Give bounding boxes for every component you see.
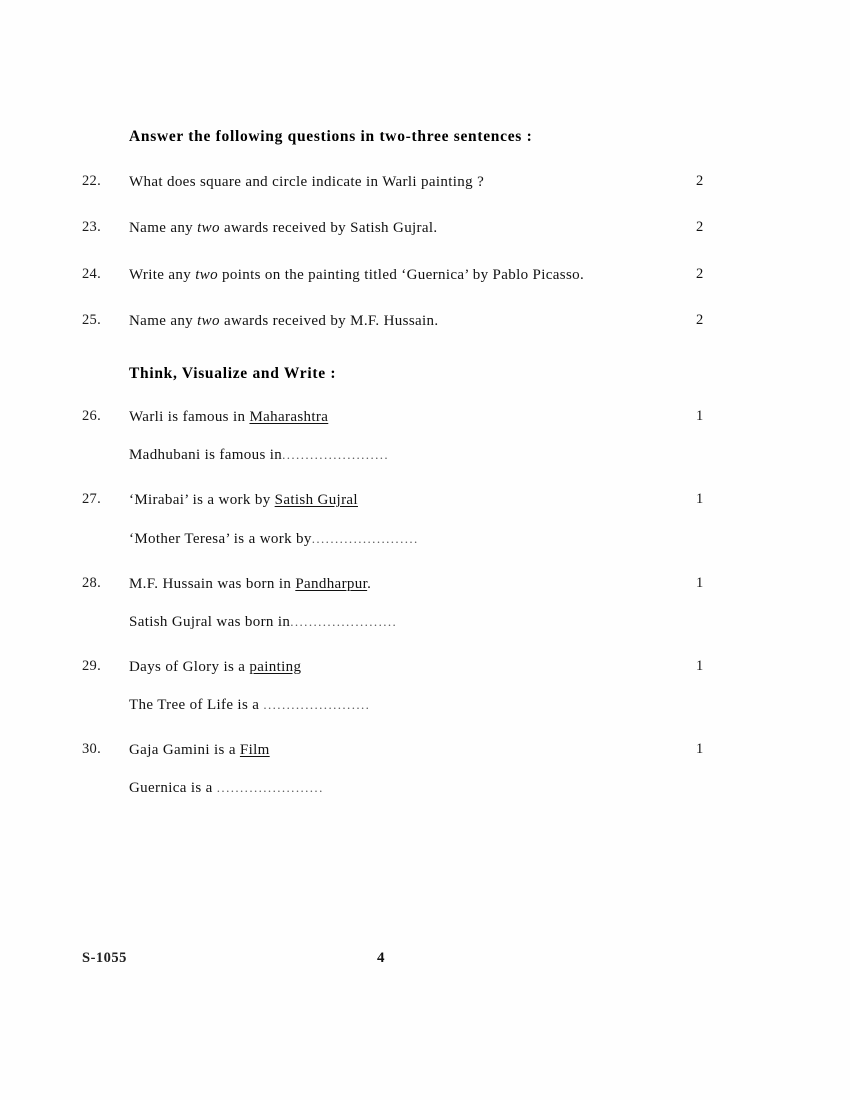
question-text-part: awards received by M.F. Hussain. [219, 312, 439, 329]
question-text [129, 172, 702, 192]
question-number: 25. [82, 311, 102, 328]
question-number: 26. [82, 408, 102, 424]
fill-in-blank-block [82, 490, 702, 547]
question-text [129, 407, 702, 427]
answer-blank-row [82, 447, 702, 464]
question-text-part: Name any [129, 220, 198, 237]
answer-blank-row [82, 697, 702, 714]
question-text [129, 574, 702, 594]
question-text-part: Name any [129, 312, 198, 329]
question-text [129, 657, 702, 677]
question-row [82, 218, 702, 238]
answer-blank-prompt: Madhubani is famous in [129, 447, 283, 464]
answer-blank-line[interactable]: ....................... [216, 780, 324, 796]
answer-blank-text [129, 614, 702, 631]
answer-blank-line[interactable]: ....................... [290, 613, 398, 629]
fill-in-blank-block [82, 574, 702, 631]
question-text-part: two [197, 312, 220, 329]
question-row [82, 265, 702, 285]
question-marks: 2 [696, 219, 704, 236]
question-text-part: painting [249, 658, 302, 675]
fill-in-blank-block [82, 740, 702, 797]
question-row [82, 172, 702, 192]
question-text-part: two [197, 220, 220, 237]
question-marks: 1 [696, 408, 704, 424]
answer-blank-line[interactable]: ....................... [263, 697, 371, 712]
question-text-part: Write any [129, 266, 196, 283]
question-text [129, 218, 702, 238]
question-text-part: Pandharpur [295, 575, 368, 592]
question-text-part: two [195, 266, 218, 283]
question-text-part: Days of Glory is a [129, 658, 250, 675]
fill-in-blank-question-list [82, 407, 702, 797]
question-row [82, 574, 702, 594]
answer-blank-row [82, 780, 702, 797]
footer-paper-code: S-1055 [82, 950, 127, 966]
answer-blank-prompt: The Tree of Life is a [129, 697, 264, 713]
answer-blank-line[interactable]: ....................... [282, 447, 390, 463]
question-text [129, 311, 702, 331]
fill-in-blank-block [82, 657, 702, 714]
question-text-part: Satish Gujral [274, 492, 358, 509]
question-text-part: What does square and circle indicate in Warli painting ? [129, 174, 485, 190]
answer-blank-text [129, 780, 702, 797]
question-number: 23. [82, 219, 102, 236]
question-number: 24. [82, 265, 102, 282]
question-row [82, 490, 702, 510]
answer-blank-prompt: ‘Mother Teresa’ is a work by [129, 530, 312, 547]
answer-blank-text [129, 697, 702, 714]
question-text-part: M.F. Hussain was born in [129, 575, 296, 592]
question-row [82, 407, 702, 427]
question-marks: 2 [696, 311, 704, 328]
question-text-part: . [367, 575, 372, 592]
question-text-part: Gaja Gamini is a [129, 742, 240, 758]
question-row [82, 740, 702, 760]
question-marks: 2 [696, 173, 704, 189]
page-footer [82, 950, 702, 967]
question-text-part: Maharashtra [249, 409, 329, 425]
question-marks: 1 [696, 657, 704, 674]
answer-blank-prompt: Guernica is a [129, 780, 217, 797]
answer-blank-prompt: Satish Gujral was born in [129, 613, 291, 630]
question-text [129, 265, 702, 285]
question-marks: 1 [696, 574, 704, 591]
question-text [129, 490, 702, 510]
question-number: 30. [82, 741, 102, 757]
question-number: 27. [82, 491, 102, 508]
answer-blank-text [129, 531, 702, 548]
answer-blank-line[interactable]: ....................... [311, 530, 419, 546]
question-text-part: awards received by Satish Gujral. [219, 220, 438, 237]
footer-page-number: 4 [377, 950, 385, 966]
question-row [82, 657, 702, 677]
question-text-part: points on the painting titled ‘Guernica’ by Pablo Picasso. [217, 266, 585, 283]
question-text [129, 740, 702, 760]
section-heading-answer-questions: Answer the following questions in two-three sentences : [129, 128, 533, 145]
question-marks: 1 [696, 741, 704, 757]
answer-blank-row [82, 614, 702, 631]
short-answer-question-list [82, 172, 702, 331]
answer-blank-row [82, 531, 702, 548]
section-heading-think-visualize: Think, Visualize and Write : [129, 365, 337, 382]
question-text-part: Warli is famous in [129, 409, 250, 425]
question-number: 28. [82, 574, 102, 591]
question-row [82, 311, 702, 331]
question-marks: 2 [696, 265, 704, 282]
question-marks: 1 [696, 491, 704, 508]
question-number: 29. [82, 657, 102, 674]
question-text-part: ‘Mirabai’ is a work by [129, 492, 275, 509]
answer-blank-text [129, 447, 702, 464]
document-content [82, 128, 702, 823]
fill-in-blank-block [82, 407, 702, 464]
question-text-part: Film [239, 742, 270, 758]
question-number: 22. [82, 173, 102, 189]
